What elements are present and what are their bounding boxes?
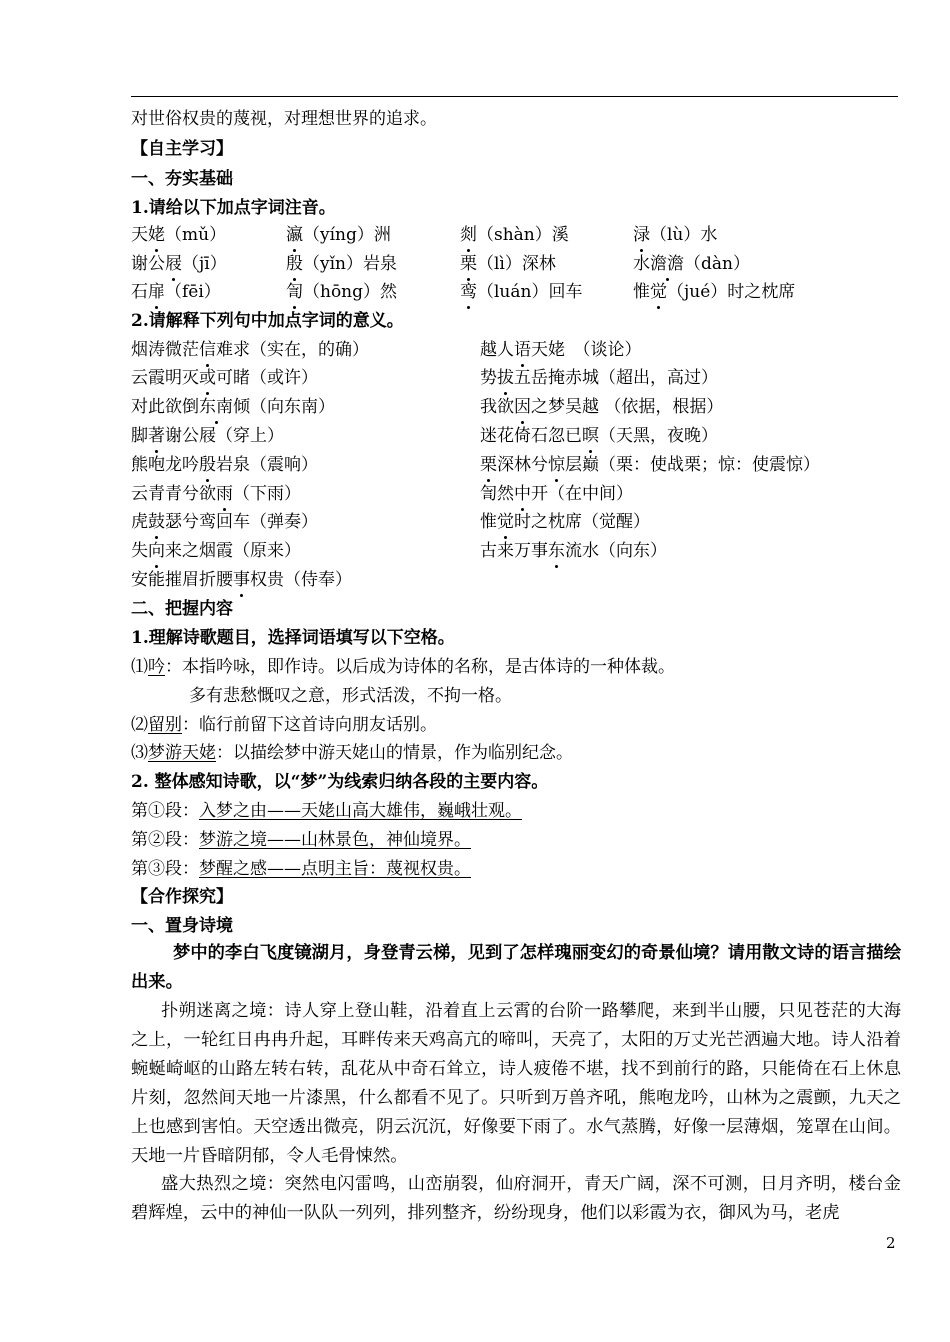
meaning-item: 古来万事东流水（向东） xyxy=(480,541,667,561)
paragraph-summary-1: 第①段：入梦之由——天姥山高大雄伟，巍峨壮观。 xyxy=(131,801,522,821)
meaning-item: 越人语天姥 （谈论） xyxy=(480,340,642,360)
meaning-item: 迷花倚石忽已暝（天黑，夜晚） xyxy=(480,426,718,446)
question-3-title: 1.理解诗歌题目，选择词语填写以下空格。 xyxy=(131,628,455,648)
section-3-title: 一、置身诗境 xyxy=(131,916,233,936)
meaning-item: 对此欲倒东南倾（向东南） xyxy=(131,397,335,417)
meaning-item: 惟觉时之枕席（觉醒） xyxy=(480,512,650,532)
meaning-item: 訇然中开（在中间） xyxy=(480,484,633,504)
title-term-1-continued: 多有悲愁慨叹之意，形式活泼，不拘一格。 xyxy=(189,686,512,706)
pinyin-item: 瀛（yíng）洲 xyxy=(286,225,391,245)
section-1-title: 一、夯实基础 xyxy=(131,169,233,189)
section-hezuo: 【合作探究】 xyxy=(131,887,233,907)
pinyin-item: 石扉（fēi） xyxy=(131,282,221,302)
pinyin-item: 殷（yǐn）岩泉 xyxy=(286,254,397,274)
meaning-item: 安能摧眉折腰事权贵（侍奉） xyxy=(131,570,352,590)
pinyin-item: 水澹澹（dàn） xyxy=(633,254,750,274)
meaning-item: 我欲因之梦吴越 （依据，根据） xyxy=(480,397,724,417)
pinyin-item: 谢公屐（jī） xyxy=(131,254,227,274)
meaning-item: 脚著谢公屐（穿上） xyxy=(131,426,284,446)
meaning-item: 失向来之烟霞（原来） xyxy=(131,541,301,561)
header-rule xyxy=(131,96,898,97)
meaning-item: 云青青兮欲雨（下雨） xyxy=(131,484,301,504)
pinyin-item: 訇（hōng）然 xyxy=(286,282,398,302)
pinyin-item: 鸾（luán）回车 xyxy=(460,282,583,302)
meaning-item: 势拔五岳掩赤城（超出，高过） xyxy=(480,368,718,388)
paragraph-summary-2: 第②段：梦游之境——山林景色，神仙境界。 xyxy=(131,830,471,850)
paragraph-summary-3: 第③段：梦醒之感——点明主旨：蔑视权贵。 xyxy=(131,859,471,879)
meaning-item: 云霞明灭或可睹（或许） xyxy=(131,368,318,388)
pinyin-item: 剡（shàn）溪 xyxy=(460,225,569,245)
exploration-question: 梦中的李白飞度镜湖月，身登青云梯，见到了怎样瑰丽变幻的奇景仙境？请用散文诗的语言描绘出来。 xyxy=(131,943,901,992)
question-1-title: 1.请给以下加点字词注音。 xyxy=(131,198,336,218)
question-2-title: 2.请解释下列句中加点字词的意义。 xyxy=(131,311,404,331)
meaning-item: 栗深林兮惊层巅（栗：使战栗；惊：使震惊） xyxy=(480,455,820,475)
page-number: 2 xyxy=(886,1234,896,1252)
title-term-2: ⑵留别：临行前留下这首诗向朋友话别。 xyxy=(131,715,437,735)
meaning-item: 虎鼓瑟兮鸾回车（弹奏） xyxy=(131,512,318,532)
meaning-item: 烟涛微茫信难求（实在，的确） xyxy=(131,340,369,360)
answer-paragraph-1: 扑朔迷离之境：诗人穿上登山鞋，沿着直上云霄的台阶一路攀爬，来到半山腰，只见苍茫的大海之上，一轮红日冉冉升起，耳畔传来天鸡高亢的啼叫，天亮了，太阳的万丈光芒洒遍大地。诗人沿着蜿蜒崎岖的山路左转右转，乱花从中奇石耸立，诗人疲倦不堪，找不到前行的路，只能倚在石上休息片刻，忽然间天地一片漆黑，什么都看不见了。只听到万兽齐吼，熊咆龙吟，山林为之震颤，九天之上也感到害怕。天空透出微亮，阴云沉沉，好像要下雨了。水气蒸腾，好像一层薄烟，笼罩在山间。天地一片昏暗阴郁，令人毛骨悚然。 xyxy=(131,1001,901,1166)
pinyin-item: 渌（lù）水 xyxy=(633,225,718,245)
section-zizhu: 【自主学习】 xyxy=(131,139,233,159)
meaning-item: 熊咆龙吟殷岩泉（震响） xyxy=(131,455,318,475)
title-term-3: ⑶梦游天姥：以描绘梦中游天姥山的情景，作为临别纪念。 xyxy=(131,743,573,763)
section-2-title: 二、把握内容 xyxy=(131,599,233,619)
pinyin-item: 惟觉（jué）时之枕席 xyxy=(633,282,796,302)
top-line: 对世俗权贵的蔑视，对理想世界的追求。 xyxy=(131,109,437,129)
pinyin-item: 栗（lì）深林 xyxy=(460,254,556,274)
title-term-1: ⑴吟：本指吟咏，即作诗。以后成为诗体的名称，是古体诗的一种体裁。 xyxy=(131,657,675,677)
pinyin-item: 天姥（mǔ） xyxy=(131,225,227,245)
answer-paragraph-2: 盛大热烈之境：突然电闪雷鸣，山峦崩裂，仙府洞开，青天广阔，深不可测，日月齐明，楼台金碧辉煌，云中的神仙一队队一列列，排列整齐，纷纷现身，他们以彩霞为衣，御风为马，老虎 xyxy=(131,1174,901,1223)
question-4-title: 2. 整体感知诗歌，以“梦”为线索归纳各段的主要内容。 xyxy=(131,772,549,792)
